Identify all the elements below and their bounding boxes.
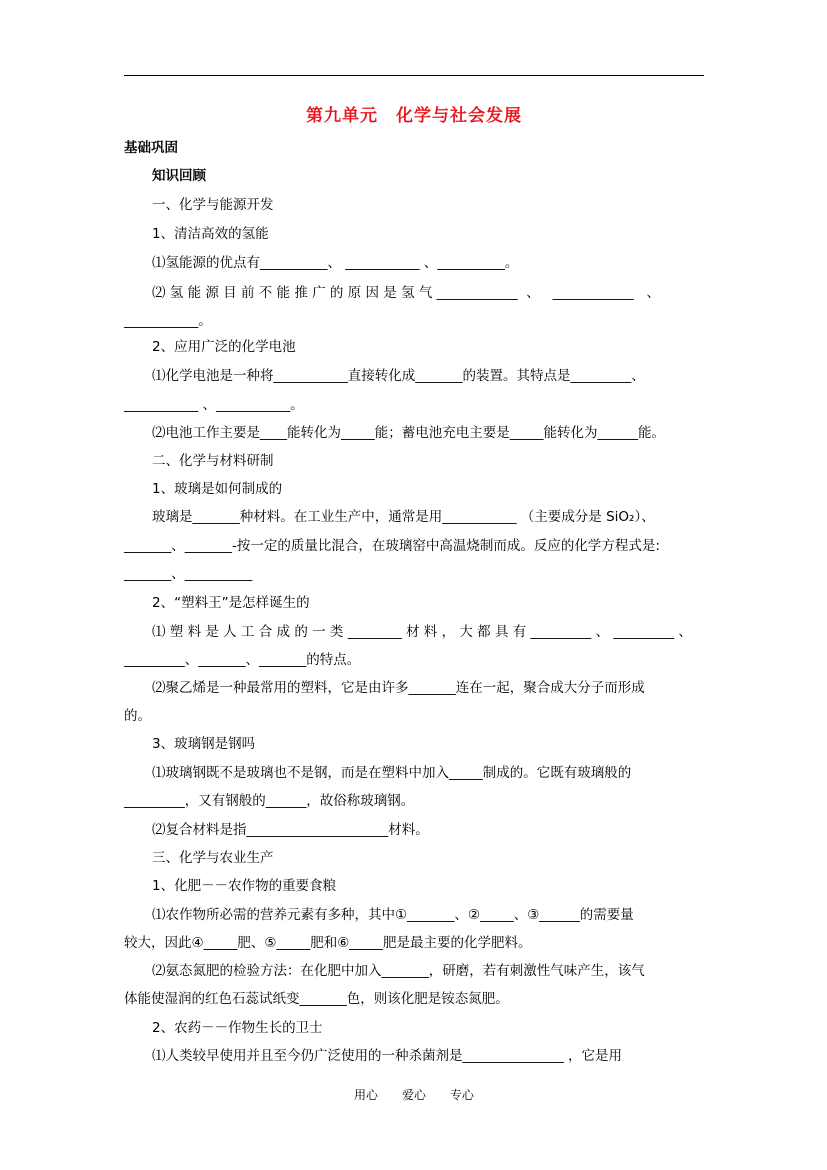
heading-1: 一、化学与能源开发 xyxy=(152,197,274,213)
subheading-2-2: 2、“塑料王”是怎样诞生的 xyxy=(152,595,310,611)
question-line: _________、_______、_______的特点。 xyxy=(124,652,361,668)
subheading-3-1: 1、化肥－－农作物的重要食粮 xyxy=(152,878,337,894)
question-line: 的。 xyxy=(124,708,151,724)
subheading-1-2: 2、应用广泛的化学电池 xyxy=(152,339,296,355)
question-line: ⑴人类较早使用并且至今仍广泛使用的一种杀菌剂是_______________ ，它是用 xyxy=(152,1048,623,1064)
heading-3: 三、化学与农业生产 xyxy=(152,850,274,866)
question-line: ⑵聚乙烯是一种最常用的塑料，它是由许多_______连在一起，聚合成大分子而形成 xyxy=(152,680,645,696)
question-line: ⑵电池工作主要是____能转化为_____能；蓄电池充电主要是_____能转化为______能。 xyxy=(152,425,665,441)
question-line: ⑴农作物所必需的营养元素有多种，其中①_______、②_____、③______的需要量 xyxy=(152,907,634,923)
heading-2: 二、化学与材料研制 xyxy=(152,453,274,469)
question-line: _______、_______-按一定的质量比混合，在玻璃窑中高温烧制而成。反应的化学方程式是: xyxy=(124,538,660,554)
subheading-1-1: 1、清洁高效的氢能 xyxy=(152,226,269,242)
question-line: ⑴ 塑 料 是 人 工 合 成 的 一 类 ________ 材 料 ， 大 都 具 有 _________ 、 _________ 、 xyxy=(152,624,692,640)
section-basic: 基础巩固 xyxy=(124,140,178,156)
question-line: _______、__________ xyxy=(124,566,253,582)
section-review: 知识回顾 xyxy=(152,168,206,184)
subheading-3-2: 2、农药－－作物生长的卫士 xyxy=(152,1020,323,1036)
question-line: _________，又有钢般的______，故俗称玻璃钢。 xyxy=(124,793,415,809)
question-line: ⑵ 氢 能 源 目 前 不 能 推 广 的 原 因 是 氢 气 ____________ 、 ____________ 、 xyxy=(152,285,660,301)
question-line: ⑴氢能源的优点有__________、 ___________ 、__________。 xyxy=(152,255,519,271)
subheading-2-1: 1、玻璃是如何制成的 xyxy=(152,481,283,497)
page-footer: 用心 爱心 专心 xyxy=(353,1088,474,1102)
question-line: ___________ 、___________。 xyxy=(124,397,304,413)
subheading-2-3: 3、玻璃钢是钢吗 xyxy=(152,736,256,752)
question-line: ⑵氨态氮肥的检验方法：在化肥中加入_______，研磨，若有刺激性气味产生，该气 xyxy=(152,963,645,979)
question-line: ⑵复合材料是指_____________________材料。 xyxy=(152,822,429,838)
question-line: 较大，因此④_____肥、⑤_____肥和⑥_____肥是最主要的化学肥料。 xyxy=(124,935,532,951)
question-line: ⑴化学电池是一种将___________直接转化成_______的装置。其特点是_________、 xyxy=(152,368,645,384)
question-line: 玻璃是_______种材料。在工业生产中，通常是用___________ （主要成分是 SiO₂）、 xyxy=(152,509,655,525)
question-line: ⑴玻璃钢既不是玻璃也不是钢，而是在塑料中加入_____制成的。它既有玻璃般的 xyxy=(152,765,632,781)
page-title: 第九单元 化学与社会发展 xyxy=(306,106,522,126)
question-line: 体能使湿润的红色石蕊试纸变_______色，则该化肥是铵态氮肥。 xyxy=(124,991,509,1007)
header-rule xyxy=(124,75,704,76)
question-line: ___________。 xyxy=(124,313,212,329)
